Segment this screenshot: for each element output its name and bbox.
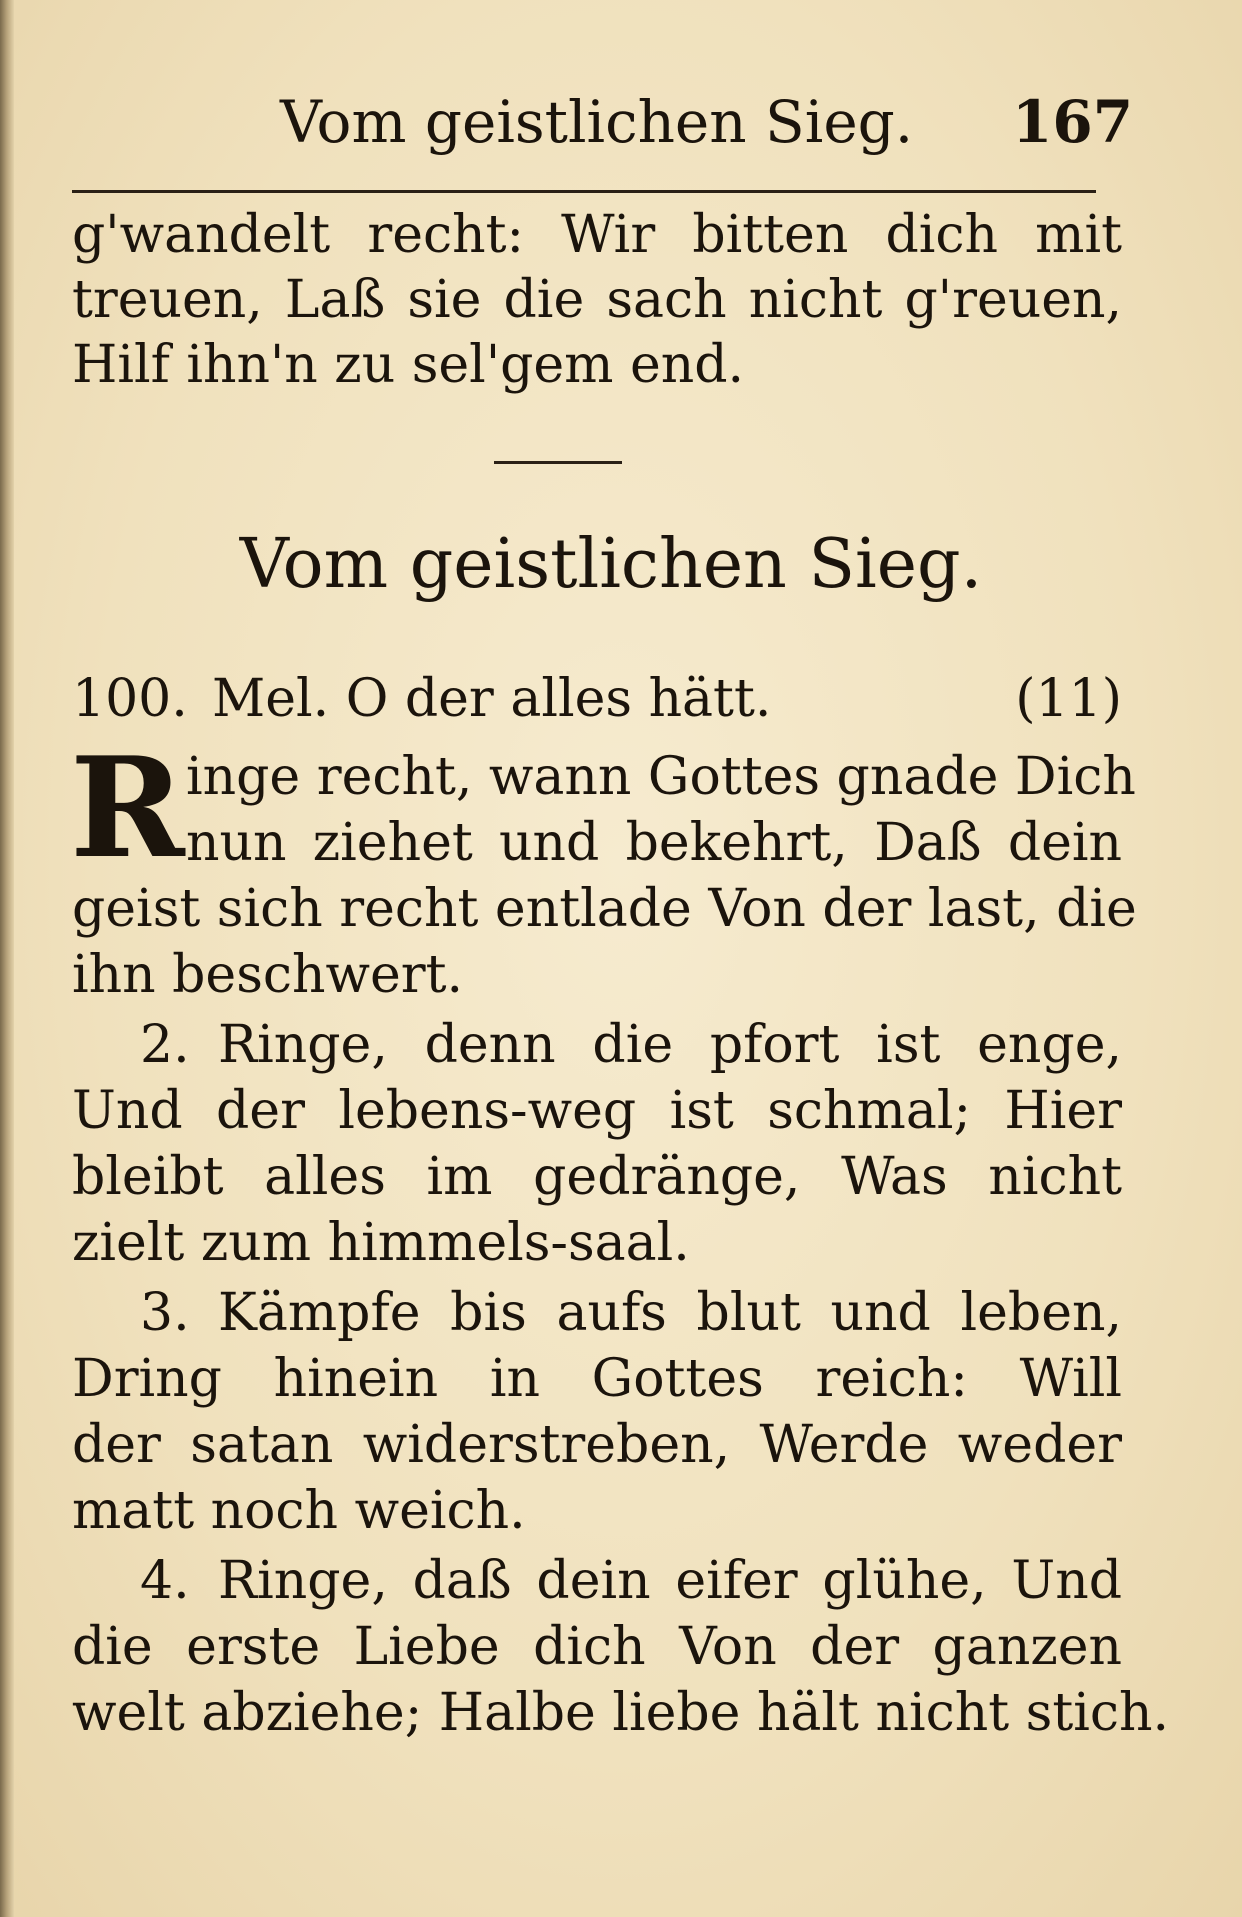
continuation-line: g'wandelt recht: Wir bitten dich mit bbox=[72, 205, 1122, 265]
section-divider bbox=[494, 461, 622, 464]
verse-first-line bbox=[140, 1278, 1122, 1348]
continuation-line: Hilf ihn'n zu sel'gem end. bbox=[72, 335, 745, 395]
verse-line: matt noch weich. bbox=[72, 1481, 526, 1541]
hymn-number: 100. bbox=[72, 669, 188, 729]
verse-text: Kämpfe bis aufs blut und leben, bbox=[218, 1283, 1122, 1343]
verse-line: inge recht, wann Gottes gnade Dich bbox=[186, 747, 1136, 807]
verse-line: zielt zum himmels-saal. bbox=[72, 1213, 690, 1273]
verse-line: die erste Liebe dich Von der ganzen bbox=[72, 1617, 1122, 1677]
verse-line: bleibt alles im gedränge, Was nicht bbox=[72, 1147, 1122, 1207]
page-gutter bbox=[0, 0, 14, 1917]
running-title: Vom geistlichen Sieg. bbox=[280, 88, 914, 156]
continuation-line: treuen, Laß sie die sach nicht g'reuen, bbox=[72, 270, 1122, 330]
verse-number: 3. bbox=[140, 1283, 190, 1343]
meter-number: (11) bbox=[1015, 669, 1122, 729]
verse-line: der satan widerstreben, Werde weder bbox=[72, 1415, 1122, 1475]
section-heading: Vom geistlichen Sieg. bbox=[239, 525, 983, 604]
verse-first-line bbox=[140, 1010, 1122, 1080]
verse-text: Ringe, denn die pfort ist enge, bbox=[218, 1015, 1122, 1075]
verse-line: ihn beschwert. bbox=[72, 945, 464, 1005]
verse-line: welt abziehe; Halbe liebe hält nicht stich. bbox=[72, 1683, 1170, 1743]
melody-line: Mel. O der alles hätt. bbox=[212, 669, 772, 729]
verse-line: geist sich recht entlade Von der last, die bbox=[72, 879, 1137, 939]
verse-line: Dring hinein in Gottes reich: Will bbox=[72, 1349, 1122, 1409]
verse-line: nun ziehet und bekehrt, Daß dein bbox=[186, 813, 1122, 873]
verse-number: 4. bbox=[140, 1551, 190, 1611]
verse-text: Ringe, daß dein eifer glühe, Und bbox=[218, 1551, 1122, 1611]
drop-cap: R bbox=[70, 726, 185, 889]
verse-number: 2. bbox=[140, 1015, 190, 1075]
verse-line: Und der lebens-weg ist schmal; Hier bbox=[72, 1081, 1122, 1141]
verse-first-line bbox=[140, 1546, 1122, 1616]
page-number: 167 bbox=[1012, 88, 1134, 156]
header-rule bbox=[72, 190, 1096, 193]
